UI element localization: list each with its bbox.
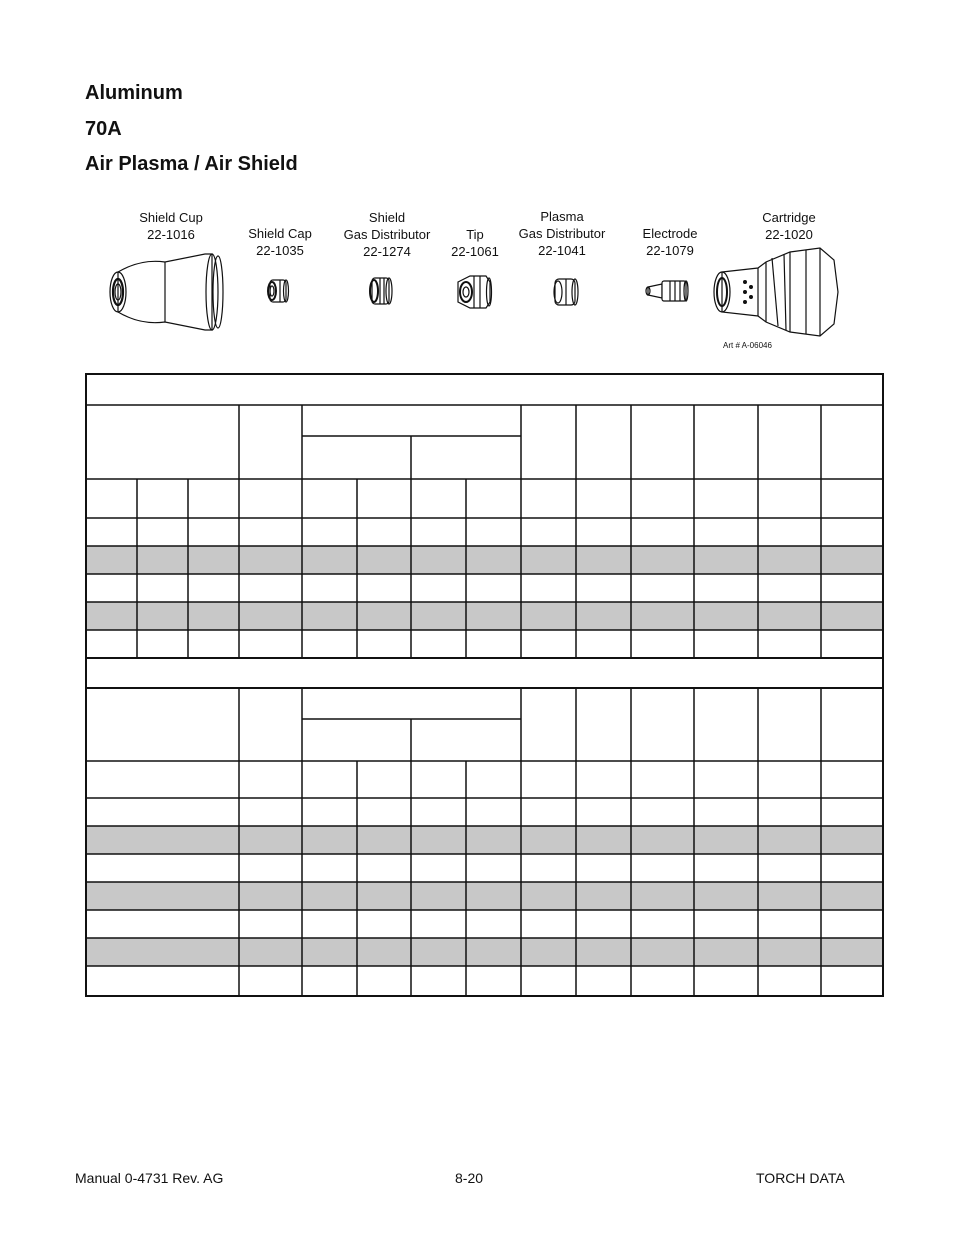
- part-number: 22-1061: [451, 244, 499, 259]
- part-name: Gas Distributor: [343, 227, 431, 242]
- part-number: 22-1274: [363, 244, 411, 259]
- part-number: 22-1041: [538, 243, 586, 258]
- footer-page-number: 8-20: [455, 1170, 484, 1186]
- part-number: 22-1035: [256, 243, 304, 258]
- footer-section: TORCH DATA: [756, 1170, 845, 1186]
- shaded-rows: [86, 546, 883, 966]
- part-number: 22-1079: [646, 243, 694, 258]
- part-name: Shield Cup: [139, 210, 203, 225]
- gas-heading: Air Plasma / Air Shield: [85, 153, 298, 175]
- part-name: Gas Distributor: [518, 226, 606, 241]
- material-heading: Aluminum: [85, 82, 183, 104]
- part-number: 22-1020: [765, 227, 813, 242]
- part-name: Electrode: [642, 226, 698, 241]
- art-number: Art # A-06046: [723, 341, 772, 350]
- part-name: Tip: [466, 227, 484, 242]
- part-line1: Shield: [368, 210, 406, 225]
- part-name: Cartridge: [762, 210, 816, 225]
- part-name: Shield Cap: [248, 226, 312, 241]
- part-number: 22-1016: [147, 227, 195, 242]
- part-line1: Plasma: [540, 209, 584, 224]
- footer-manual: Manual 0-4731 Rev. AG: [75, 1170, 224, 1186]
- amperage-heading: 70A: [85, 118, 122, 140]
